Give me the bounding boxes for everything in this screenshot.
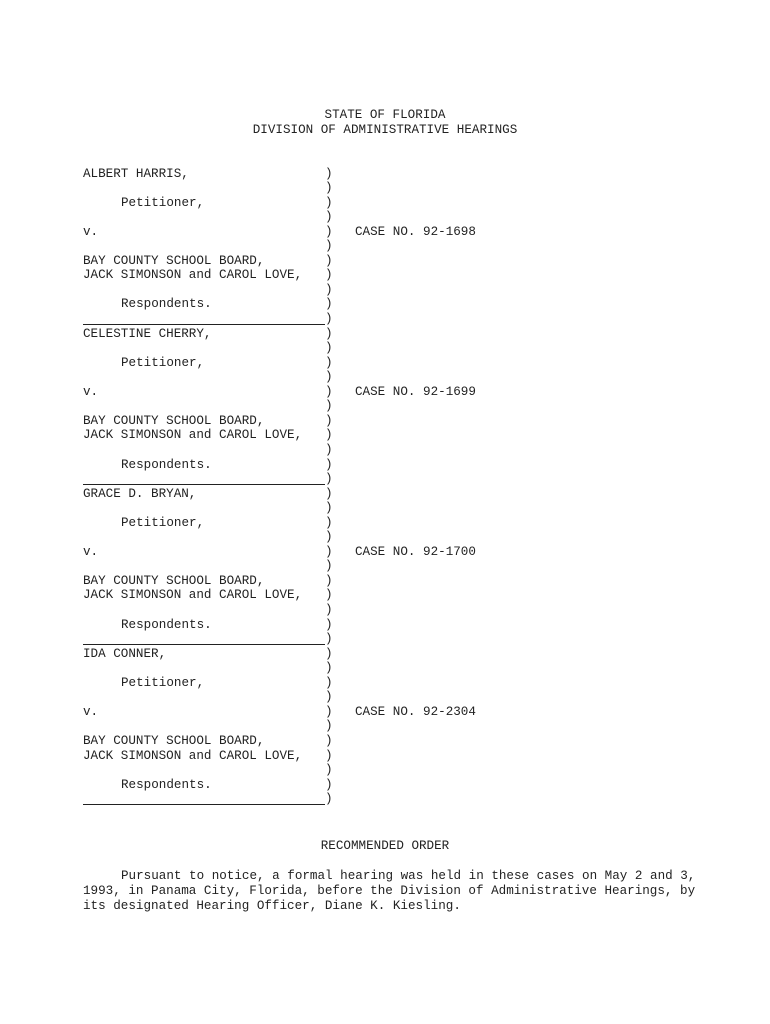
caption-paren: ) xyxy=(325,326,333,341)
case-number: CASE NO. 92-2304 xyxy=(355,704,476,719)
caption-paren: ) xyxy=(325,501,333,516)
caption-paren: ) xyxy=(325,515,333,530)
caption-paren: ) xyxy=(325,530,333,545)
caption-paren: ) xyxy=(325,312,333,326)
caption-paren: ) xyxy=(325,399,333,414)
respondent-role: Respondents. xyxy=(121,777,212,792)
caption-paren: ) xyxy=(325,181,333,196)
caption-paren: ) xyxy=(325,413,333,428)
petitioner-role: Petitioner, xyxy=(121,515,205,530)
petitioner-role: Petitioner, xyxy=(121,355,205,370)
respondent-line-2: JACK SIMONSON and CAROL LOVE, xyxy=(83,588,303,603)
caption-paren: ) xyxy=(325,210,333,225)
caption-paren: ) xyxy=(325,646,333,661)
caption-paren: ) xyxy=(325,224,333,239)
caption-paren: ) xyxy=(325,166,333,181)
caption-paren: ) xyxy=(325,704,333,719)
respondent-line-1: BAY COUNTY SCHOOL BOARD, xyxy=(83,413,265,428)
petitioner-role: Petitioner, xyxy=(121,675,205,690)
caption-paren: ) xyxy=(325,617,333,632)
respondent-role: Respondents. xyxy=(121,297,212,312)
petitioner-name: GRACE D. BRYAN, xyxy=(83,486,197,501)
caption-paren: ) xyxy=(325,472,333,487)
petitioner-name: ALBERT HARRIS, xyxy=(83,166,189,181)
respondent-line-1: BAY COUNTY SCHOOL BOARD, xyxy=(83,733,265,748)
caption-paren: ) xyxy=(325,297,333,312)
caption-paren: ) xyxy=(325,486,333,501)
petitioner-name: IDA CONNER, xyxy=(83,646,167,661)
caption-paren: ) xyxy=(325,719,333,734)
caption-paren: ) xyxy=(325,573,333,588)
respondent-line-1: BAY COUNTY SCHOOL BOARD, xyxy=(83,253,265,268)
versus-label: v. xyxy=(83,704,99,719)
intro-paragraph: Pursuant to notice, a formal hearing was held in these cases on May 2 and 3, 1993, in Panama City, Florida, before the Division of Administrative Hearings, by its designated Hearing Officer, Diane K. Kiesling. xyxy=(83,869,696,913)
caption-paren: ) xyxy=(325,442,333,457)
caption-paren: ) xyxy=(325,341,333,356)
caption-paren: ) xyxy=(325,632,333,647)
caption-paren: ) xyxy=(325,603,333,617)
respondent-role: Respondents. xyxy=(121,617,212,632)
caption-paren: ) xyxy=(325,428,333,443)
respondent-role: Respondents. xyxy=(121,457,212,472)
caption-paren: ) xyxy=(325,253,333,268)
respondent-line-2: JACK SIMONSON and CAROL LOVE, xyxy=(83,268,303,283)
caption-paren: ) xyxy=(325,748,333,763)
caption-paren: ) xyxy=(325,661,333,676)
caption-paren: ) xyxy=(325,268,333,283)
respondent-line-1: BAY COUNTY SCHOOL BOARD, xyxy=(83,573,265,588)
caption-paren: ) xyxy=(325,690,333,705)
petitioner-name: CELESTINE CHERRY, xyxy=(83,326,212,341)
caption-paren: ) xyxy=(325,763,333,778)
caption-paren: ) xyxy=(325,675,333,690)
division-heading: DIVISION OF ADMINISTRATIVE HEARINGS xyxy=(252,123,518,137)
respondent-line-2: JACK SIMONSON and CAROL LOVE, xyxy=(83,428,303,443)
case-number: CASE NO. 92-1699 xyxy=(355,384,476,399)
caption-paren: ) xyxy=(325,733,333,748)
caption-paren: ) xyxy=(325,370,333,385)
caption-separator xyxy=(83,484,325,485)
caption-paren: ) xyxy=(325,239,333,254)
order-title: RECOMMENDED ORDER xyxy=(320,839,450,853)
petitioner-role: Petitioner, xyxy=(121,195,205,210)
caption-paren: ) xyxy=(325,588,333,603)
caption-paren: ) xyxy=(325,195,333,210)
versus-label: v. xyxy=(83,544,99,559)
caption-paren: ) xyxy=(325,384,333,399)
caption-paren: ) xyxy=(325,544,333,559)
case-number: CASE NO. 92-1700 xyxy=(355,544,476,559)
caption-separator xyxy=(83,804,325,805)
versus-label: v. xyxy=(83,224,99,239)
state-heading: STATE OF FLORIDA xyxy=(324,108,446,122)
caption-paren: ) xyxy=(325,457,333,472)
case-number: CASE NO. 92-1698 xyxy=(355,224,476,239)
caption-paren: ) xyxy=(325,355,333,370)
caption-separator xyxy=(83,324,325,325)
caption-paren: ) xyxy=(325,282,333,297)
caption-paren: ) xyxy=(325,559,333,574)
caption-paren: ) xyxy=(325,792,333,807)
caption-paren: ) xyxy=(325,777,333,792)
respondent-line-2: JACK SIMONSON and CAROL LOVE, xyxy=(83,748,303,763)
caption-separator xyxy=(83,644,325,645)
versus-label: v. xyxy=(83,384,99,399)
